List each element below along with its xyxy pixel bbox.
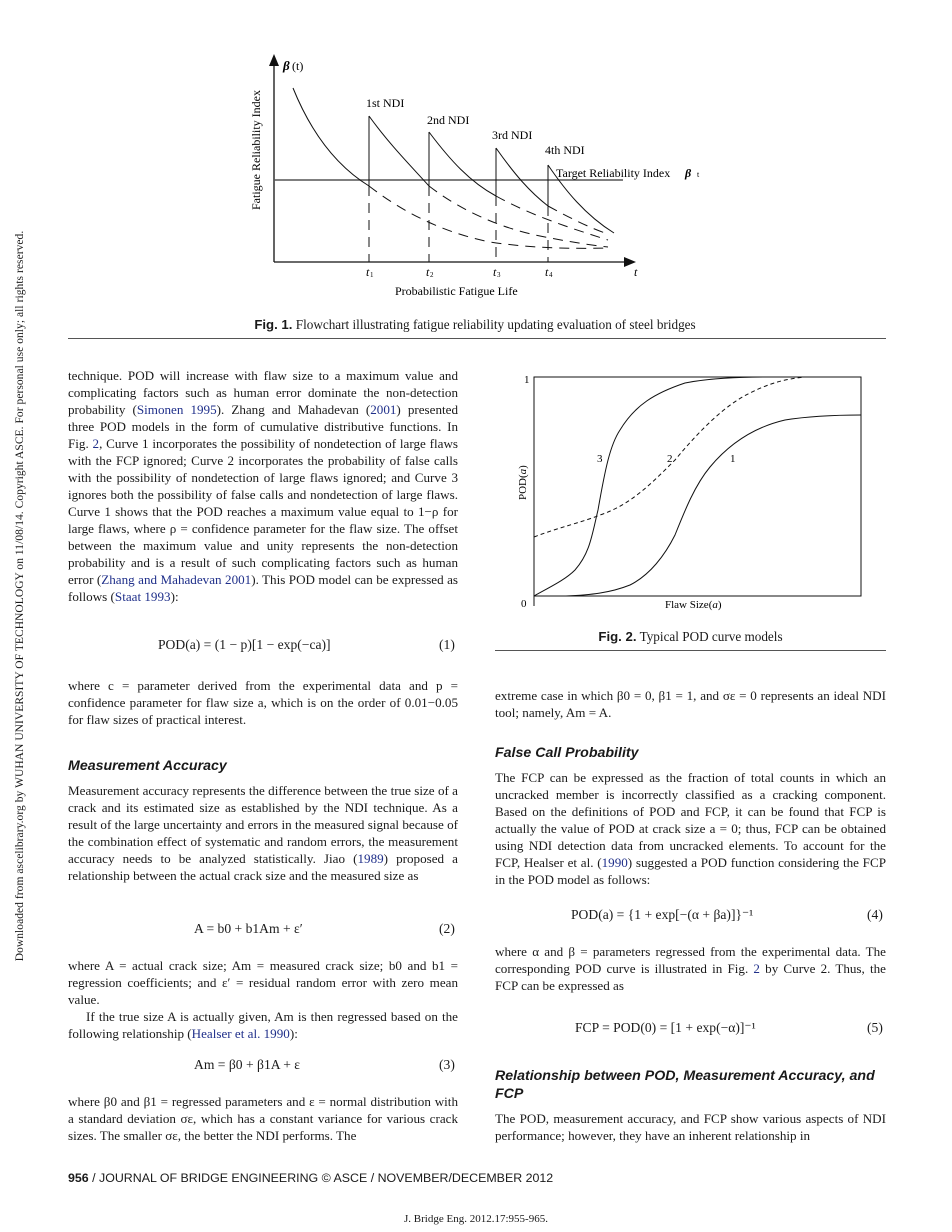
right-paragraph-1-block [495, 687, 886, 721]
svg-text:0: 0 [521, 598, 527, 610]
equation-1-number: (1) [439, 637, 455, 652]
svg-text:4th NDI: 4th NDI [545, 143, 585, 157]
fig2-rule [495, 650, 886, 651]
svg-text:β: β [685, 166, 692, 180]
svg-text:3rd NDI: 3rd NDI [492, 128, 533, 142]
svg-text:t: t [366, 265, 370, 279]
right-paragraph-3-block [495, 943, 886, 994]
svg-text:1: 1 [524, 374, 530, 386]
equation-1: POD(a) = (1 − p)[1 − exp(−ca)] [158, 637, 331, 652]
fig1-label: Fig. 1. [254, 317, 293, 332]
heading-measurement-accuracy-block [68, 757, 458, 775]
left-paragraph-3-block [68, 782, 458, 884]
heading-false-call-block [495, 744, 886, 762]
right-paragraph-2: The FCP can be expressed as the fraction of total counts in which an uncracked member is incorrectly classified as a cracking component. Based on the definitions of POD and FCP, it can be found that FCP is actually the value of POD at crack size a = 0; thus, FCP can be obtained using NDI detection data from uncracked elements. To account for the FCP, Healser et al. (1990) suggested a POD function considering the FCP in the POD model as follows: [495, 770, 886, 887]
heading-relationship-block [495, 1067, 886, 1103]
right-paragraph-3: where α and β = parameters regressed from the experimental data. The corresponding POD curve is illustrated in Fig. 2 by Curve 2. Thus, the FCP can be expressed as [495, 944, 886, 993]
fig1-rule [68, 338, 886, 339]
svg-text:2: 2 [430, 271, 434, 279]
left-paragraph-3: Measurement accuracy represents the difference between the true size of a crack and its estimated size as established by the NDI technique. As a result of the large uncertainty and errors in the measured signal because of the combination effect of systematic and random errors, the measurement accuracy needs to be analyzed statistically. Jiao (1989) proposed a relationship between the actual crack size and the measured size as [68, 783, 458, 883]
ref-staat-1993[interactable]: Staat 1993 [114, 589, 171, 604]
right-paragraph-1: extreme case in which β0 = 0, β1 = 1, and σε = 0 represents an ideal NDI tool; namely, Am = A. [495, 688, 886, 720]
heading-false-call-probability: False Call Probability [495, 745, 639, 761]
equation-4: POD(a) = {1 + exp[−(α + βa)]}⁻¹ [571, 907, 754, 922]
equation-5: FCP = POD(0) = [1 + exp(−α)]⁻¹ [575, 1020, 756, 1035]
svg-text:2: 2 [667, 453, 673, 465]
heading-relationship: Relationship between POD, Measurement Accuracy, and FCP [495, 1068, 875, 1102]
fig1-caption [60, 317, 890, 333]
svg-text:3: 3 [497, 271, 501, 279]
svg-text:Fatigue Reliability Index: Fatigue Reliability Index [249, 90, 263, 210]
svg-text:3: 3 [597, 453, 603, 465]
svg-text:2nd NDI: 2nd NDI [427, 113, 470, 127]
ref-healser-1990[interactable]: Healser et al. 1990 [191, 1026, 290, 1041]
left-column [68, 367, 458, 605]
heading-measurement-accuracy: Measurement Accuracy [68, 758, 227, 774]
right-paragraph-4-block [495, 1110, 886, 1144]
ref-jiao-1989[interactable]: 1989 [357, 851, 384, 866]
ref-fig-2-right[interactable]: 2 [753, 961, 760, 976]
ref-zhang-mahadevan-2001[interactable]: Zhang and Mahadevan 2001 [101, 572, 252, 587]
right-paragraph-4: The POD, measurement accuracy, and FCP show various aspects of NDI performance; however, they have an inherent relationship in [495, 1111, 886, 1143]
page-number: 956 [68, 1171, 89, 1185]
svg-text:t: t [426, 265, 430, 279]
svg-text:1: 1 [370, 271, 374, 279]
svg-text:4: 4 [549, 271, 553, 279]
svg-text:(t): (t) [292, 59, 304, 73]
fig1-chart [240, 50, 700, 300]
ref-fig-2[interactable]: 2 [92, 436, 100, 451]
left-paragraph-2: where c = parameter derived from the experimental data and p = confidence parameter for flaw size a, which is on the order of 0.01−0.05 for flaw sizes of practical interest. [68, 678, 458, 727]
journal-citation: J. Bridge Eng. 2012.17:955-965. [404, 1213, 548, 1225]
svg-text:Flaw Size(a): Flaw Size(a) [665, 599, 722, 611]
ref-healser-1990-year[interactable]: 1990 [601, 855, 628, 870]
page-footer [68, 1171, 553, 1185]
svg-text:1: 1 [730, 453, 736, 465]
equation-5-number: (5) [867, 1020, 883, 1035]
equation-3: Am = β0 + β1A + ε [194, 1057, 300, 1072]
left-paragraph-6: where β0 and β1 = regressed parameters and ε = normal distribution with a standard deviation σε, which has a constant variance for various crack sizes. The smaller σε, the better the NDI performs. The [68, 1094, 458, 1143]
equation-2-number: (2) [439, 921, 455, 936]
fig2-label: Fig. 2. [598, 629, 637, 644]
svg-text:t: t [697, 170, 700, 179]
equation-2: A = b0 + b1Am + ε′ [194, 921, 303, 936]
journal-info: / JOURNAL OF BRIDGE ENGINEERING © ASCE / NOVEMBER/DECEMBER 2012 [88, 1171, 554, 1185]
left-paragraph-6-block [68, 1093, 458, 1144]
equation-3-number: (3) [439, 1057, 455, 1072]
ref-zhang-2001[interactable]: 2001 [370, 402, 397, 417]
svg-text:t: t [634, 265, 638, 279]
svg-text:t: t [493, 265, 497, 279]
svg-text:Target Reliability Index: Target Reliability Index [556, 166, 671, 180]
svg-text:1st NDI: 1st NDI [366, 96, 405, 110]
fig1-caption-text: Flowchart illustrating fatigue reliability updating evaluation of steel bridges [295, 317, 696, 332]
left-paragraph-1: technique. POD will increase with flaw size to a maximum value and complicating factors such as human error dominate the non-detection probability (Simonen 1995). Zhang and Mahadevan (2001) presented three POD models in the form of cumulative distributive functions. In Fig. 2, Curve 1 incorporates the possibility of nondetection of large flaws with the FCP ignored; Curve 2 incorporates the probability of false calls with the possibility of nondetection of large flaws ignored; and Curve 3 ignores both the possibility of false calls and nondetection of large flaws. Curve 1 shows that the POD reaches a maximum value equal to 1−ρ for large flaws, where ρ = confidence parameter for the flaw size. The offset between the maximum value and unity represents the non-detection probability and is a result of such complicating factors such as human error (Zhang and Mahadevan 2001). This POD model can be expressed as follows (Staat 1993): [68, 368, 458, 604]
fig2-caption-text: Typical POD curve models [639, 629, 783, 644]
left-paragraph-4: where A = actual crack size; Am = measured crack size; b0 and b1 = regression coefficients; and ε′ = residual random error with zero mean value. [68, 958, 458, 1007]
left-paragraph-2-block [68, 677, 458, 728]
fig2-caption [495, 629, 886, 645]
ref-simonen-1995[interactable]: Simonen 1995 [136, 402, 217, 417]
left-paragraph-5: If the true size A is actually given, Am is then regressed based on the following relationship (Healser et al. 1990): [68, 1009, 458, 1041]
svg-text:Probabilistic Fatigue Life: Probabilistic Fatigue Life [395, 284, 518, 298]
left-paragraph-4-block [68, 957, 458, 1042]
svg-text:t: t [545, 265, 549, 279]
svg-text:β: β [283, 58, 290, 73]
fig2-chart [510, 365, 890, 615]
equation-4-number: (4) [867, 907, 883, 922]
right-paragraph-2-block [495, 769, 886, 888]
download-notice: Downloaded from ascelibrary.org by WUHAN UNIVERSITY OF TECHNOLOGY on 11/08/14. Copyright ASCE. For personal use only; all rights reserved. [14, 230, 26, 962]
svg-text:POD(a): POD(a) [517, 465, 529, 500]
